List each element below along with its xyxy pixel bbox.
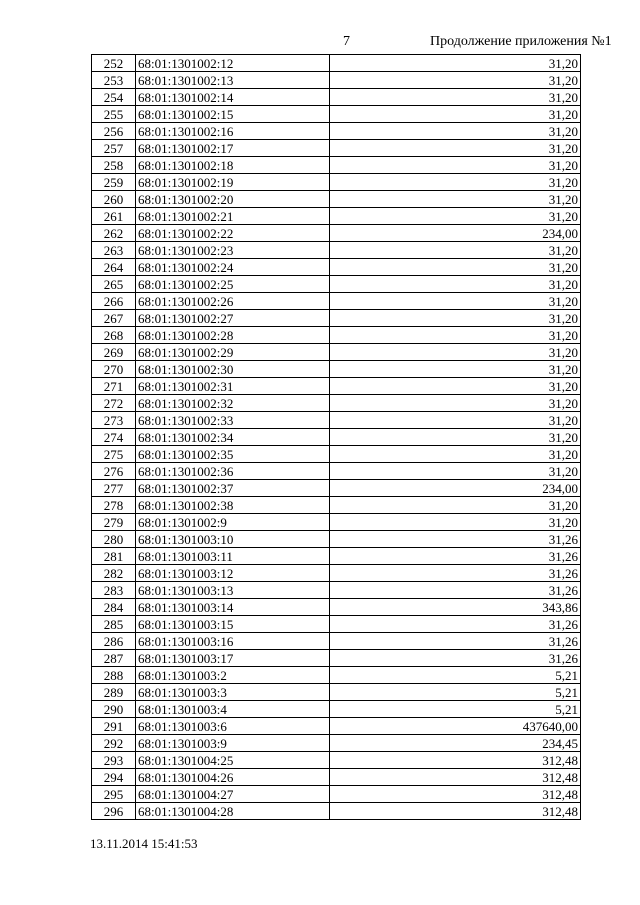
row-number-cell: 253 — [92, 72, 136, 89]
table-row — [92, 327, 581, 344]
cadastral-code-cell: 68:01:1301002:15 — [136, 106, 330, 123]
cadastral-code-cell: 68:01:1301002:33 — [136, 412, 330, 429]
row-number-cell: 259 — [92, 174, 136, 191]
cadastral-code-cell: 68:01:1301002:26 — [136, 293, 330, 310]
row-number-cell: 284 — [92, 599, 136, 616]
cadastral-code-cell: 68:01:1301004:27 — [136, 786, 330, 803]
row-number-cell: 294 — [92, 769, 136, 786]
table-row — [92, 769, 581, 786]
value-cell: 31,20 — [330, 429, 581, 446]
row-number-cell: 280 — [92, 531, 136, 548]
table-row — [92, 752, 581, 769]
table-row — [92, 480, 581, 497]
row-number-cell: 265 — [92, 276, 136, 293]
value-cell: 31,20 — [330, 361, 581, 378]
row-number-cell: 270 — [92, 361, 136, 378]
cadastral-code-cell: 68:01:1301002:9 — [136, 514, 330, 531]
row-number-cell: 286 — [92, 633, 136, 650]
row-number-cell: 282 — [92, 565, 136, 582]
table-row — [92, 599, 581, 616]
cadastral-code-cell: 68:01:1301002:32 — [136, 395, 330, 412]
table-row — [92, 123, 581, 140]
cadastral-code-cell: 68:01:1301003:15 — [136, 616, 330, 633]
row-number-cell: 290 — [92, 701, 136, 718]
value-cell: 234,00 — [330, 225, 581, 242]
row-number-cell: 263 — [92, 242, 136, 259]
row-number-cell: 275 — [92, 446, 136, 463]
value-cell: 5,21 — [330, 701, 581, 718]
table-row — [92, 684, 581, 701]
parcel-table-body — [92, 55, 581, 820]
table-row — [92, 582, 581, 599]
cadastral-code-cell: 68:01:1301002:19 — [136, 174, 330, 191]
table-row — [92, 310, 581, 327]
value-cell: 5,21 — [330, 684, 581, 701]
cadastral-code-cell: 68:01:1301002:30 — [136, 361, 330, 378]
table-row — [92, 514, 581, 531]
cadastral-code-cell: 68:01:1301002:16 — [136, 123, 330, 140]
cadastral-code-cell: 68:01:1301002:23 — [136, 242, 330, 259]
row-number-cell: 279 — [92, 514, 136, 531]
row-number-cell: 257 — [92, 140, 136, 157]
cadastral-code-cell: 68:01:1301003:2 — [136, 667, 330, 684]
row-number-cell: 264 — [92, 259, 136, 276]
cadastral-code-cell: 68:01:1301004:25 — [136, 752, 330, 769]
cadastral-code-cell: 68:01:1301002:38 — [136, 497, 330, 514]
cadastral-code-cell: 68:01:1301002:34 — [136, 429, 330, 446]
row-number-cell: 287 — [92, 650, 136, 667]
table-row — [92, 633, 581, 650]
cadastral-code-cell: 68:01:1301003:13 — [136, 582, 330, 599]
row-number-cell: 295 — [92, 786, 136, 803]
row-number-cell: 289 — [92, 684, 136, 701]
cadastral-code-cell: 68:01:1301002:29 — [136, 344, 330, 361]
table-row — [92, 497, 581, 514]
table-row — [92, 701, 581, 718]
value-cell: 31,20 — [330, 259, 581, 276]
value-cell: 31,20 — [330, 446, 581, 463]
row-number-cell: 260 — [92, 191, 136, 208]
value-cell: 31,20 — [330, 327, 581, 344]
cadastral-code-cell: 68:01:1301003:10 — [136, 531, 330, 548]
table-row — [92, 803, 581, 820]
cadastral-code-cell: 68:01:1301002:22 — [136, 225, 330, 242]
value-cell: 31,20 — [330, 72, 581, 89]
value-cell: 31,20 — [330, 344, 581, 361]
cadastral-code-cell: 68:01:1301003:4 — [136, 701, 330, 718]
row-number-cell: 274 — [92, 429, 136, 446]
page-header-title: Продолжение приложения №1 — [430, 34, 612, 49]
value-cell: 312,48 — [330, 803, 581, 820]
row-number-cell: 285 — [92, 616, 136, 633]
table-row — [92, 191, 581, 208]
value-cell: 312,48 — [330, 786, 581, 803]
cadastral-code-cell: 68:01:1301002:20 — [136, 191, 330, 208]
value-cell: 31,26 — [330, 565, 581, 582]
value-cell: 31,20 — [330, 89, 581, 106]
value-cell: 31,20 — [330, 293, 581, 310]
value-cell: 31,26 — [330, 633, 581, 650]
table-row — [92, 667, 581, 684]
table-row — [92, 735, 581, 752]
table-row — [92, 344, 581, 361]
row-number-cell: 254 — [92, 89, 136, 106]
cadastral-code-cell: 68:01:1301002:37 — [136, 480, 330, 497]
value-cell: 31,26 — [330, 616, 581, 633]
value-cell: 31,20 — [330, 123, 581, 140]
page-number: 7 — [343, 34, 350, 49]
value-cell: 343,86 — [330, 599, 581, 616]
cadastral-code-cell: 68:01:1301002:28 — [136, 327, 330, 344]
value-cell: 31,20 — [330, 514, 581, 531]
value-cell: 437640,00 — [330, 718, 581, 735]
value-cell: 31,20 — [330, 208, 581, 225]
table-row — [92, 276, 581, 293]
table-row — [92, 157, 581, 174]
table-row — [92, 208, 581, 225]
row-number-cell: 276 — [92, 463, 136, 480]
row-number-cell: 269 — [92, 344, 136, 361]
table-row — [92, 293, 581, 310]
table-row — [92, 446, 581, 463]
cadastral-code-cell: 68:01:1301002:31 — [136, 378, 330, 395]
cadastral-code-cell: 68:01:1301003:3 — [136, 684, 330, 701]
table-row — [92, 463, 581, 480]
table-row — [92, 174, 581, 191]
table-row — [92, 259, 581, 276]
row-number-cell: 266 — [92, 293, 136, 310]
table-row — [92, 395, 581, 412]
value-cell: 31,20 — [330, 191, 581, 208]
table-row — [92, 361, 581, 378]
parcel-table — [91, 54, 581, 820]
table-row — [92, 548, 581, 565]
table-row — [92, 786, 581, 803]
table-row — [92, 650, 581, 667]
value-cell: 31,20 — [330, 412, 581, 429]
value-cell: 31,26 — [330, 650, 581, 667]
value-cell: 31,20 — [330, 310, 581, 327]
value-cell: 31,20 — [330, 497, 581, 514]
cadastral-code-cell: 68:01:1301002:17 — [136, 140, 330, 157]
value-cell: 312,48 — [330, 752, 581, 769]
row-number-cell: 281 — [92, 548, 136, 565]
table-row — [92, 140, 581, 157]
row-number-cell: 262 — [92, 225, 136, 242]
value-cell: 31,20 — [330, 378, 581, 395]
row-number-cell: 252 — [92, 55, 136, 72]
cadastral-code-cell: 68:01:1301003:11 — [136, 548, 330, 565]
cadastral-code-cell: 68:01:1301002:25 — [136, 276, 330, 293]
cadastral-code-cell: 68:01:1301004:26 — [136, 769, 330, 786]
row-number-cell: 256 — [92, 123, 136, 140]
table-row — [92, 429, 581, 446]
row-number-cell: 283 — [92, 582, 136, 599]
table-row — [92, 531, 581, 548]
table-row — [92, 225, 581, 242]
value-cell: 31,26 — [330, 548, 581, 565]
table-row — [92, 89, 581, 106]
row-number-cell: 261 — [92, 208, 136, 225]
value-cell: 31,20 — [330, 55, 581, 72]
value-cell: 234,45 — [330, 735, 581, 752]
row-number-cell: 268 — [92, 327, 136, 344]
row-number-cell: 292 — [92, 735, 136, 752]
row-number-cell: 255 — [92, 106, 136, 123]
value-cell: 234,00 — [330, 480, 581, 497]
cadastral-code-cell: 68:01:1301002:21 — [136, 208, 330, 225]
value-cell: 31,20 — [330, 106, 581, 123]
cadastral-code-cell: 68:01:1301002:24 — [136, 259, 330, 276]
cadastral-code-cell: 68:01:1301003:12 — [136, 565, 330, 582]
table-row — [92, 72, 581, 89]
value-cell: 31,20 — [330, 140, 581, 157]
table-row — [92, 55, 581, 72]
value-cell: 31,20 — [330, 395, 581, 412]
value-cell: 31,26 — [330, 531, 581, 548]
cadastral-code-cell: 68:01:1301003:14 — [136, 599, 330, 616]
table-row — [92, 616, 581, 633]
cadastral-code-cell: 68:01:1301002:12 — [136, 55, 330, 72]
value-cell: 31,20 — [330, 157, 581, 174]
row-number-cell: 271 — [92, 378, 136, 395]
footer-timestamp: 13.11.2014 15:41:53 — [90, 836, 198, 851]
row-number-cell: 258 — [92, 157, 136, 174]
value-cell: 31,26 — [330, 582, 581, 599]
cadastral-code-cell: 68:01:1301004:28 — [136, 803, 330, 820]
cadastral-code-cell: 68:01:1301002:35 — [136, 446, 330, 463]
table-row — [92, 378, 581, 395]
value-cell: 31,20 — [330, 242, 581, 259]
table-row — [92, 412, 581, 429]
value-cell: 31,20 — [330, 174, 581, 191]
value-cell: 31,20 — [330, 463, 581, 480]
cadastral-code-cell: 68:01:1301002:27 — [136, 310, 330, 327]
cadastral-code-cell: 68:01:1301003:16 — [136, 633, 330, 650]
value-cell: 31,20 — [330, 276, 581, 293]
table-row — [92, 718, 581, 735]
row-number-cell: 288 — [92, 667, 136, 684]
table-row — [92, 242, 581, 259]
row-number-cell: 277 — [92, 480, 136, 497]
table-row — [92, 106, 581, 123]
row-number-cell: 293 — [92, 752, 136, 769]
table-row — [92, 565, 581, 582]
row-number-cell: 278 — [92, 497, 136, 514]
value-cell: 5,21 — [330, 667, 581, 684]
value-cell: 312,48 — [330, 769, 581, 786]
row-number-cell: 273 — [92, 412, 136, 429]
cadastral-code-cell: 68:01:1301002:14 — [136, 89, 330, 106]
row-number-cell: 267 — [92, 310, 136, 327]
parcel-table-container — [91, 54, 581, 820]
cadastral-code-cell: 68:01:1301002:18 — [136, 157, 330, 174]
cadastral-code-cell: 68:01:1301002:36 — [136, 463, 330, 480]
cadastral-code-cell: 68:01:1301003:9 — [136, 735, 330, 752]
cadastral-code-cell: 68:01:1301002:13 — [136, 72, 330, 89]
row-number-cell: 272 — [92, 395, 136, 412]
cadastral-code-cell: 68:01:1301003:17 — [136, 650, 330, 667]
row-number-cell: 291 — [92, 718, 136, 735]
cadastral-code-cell: 68:01:1301003:6 — [136, 718, 330, 735]
row-number-cell: 296 — [92, 803, 136, 820]
